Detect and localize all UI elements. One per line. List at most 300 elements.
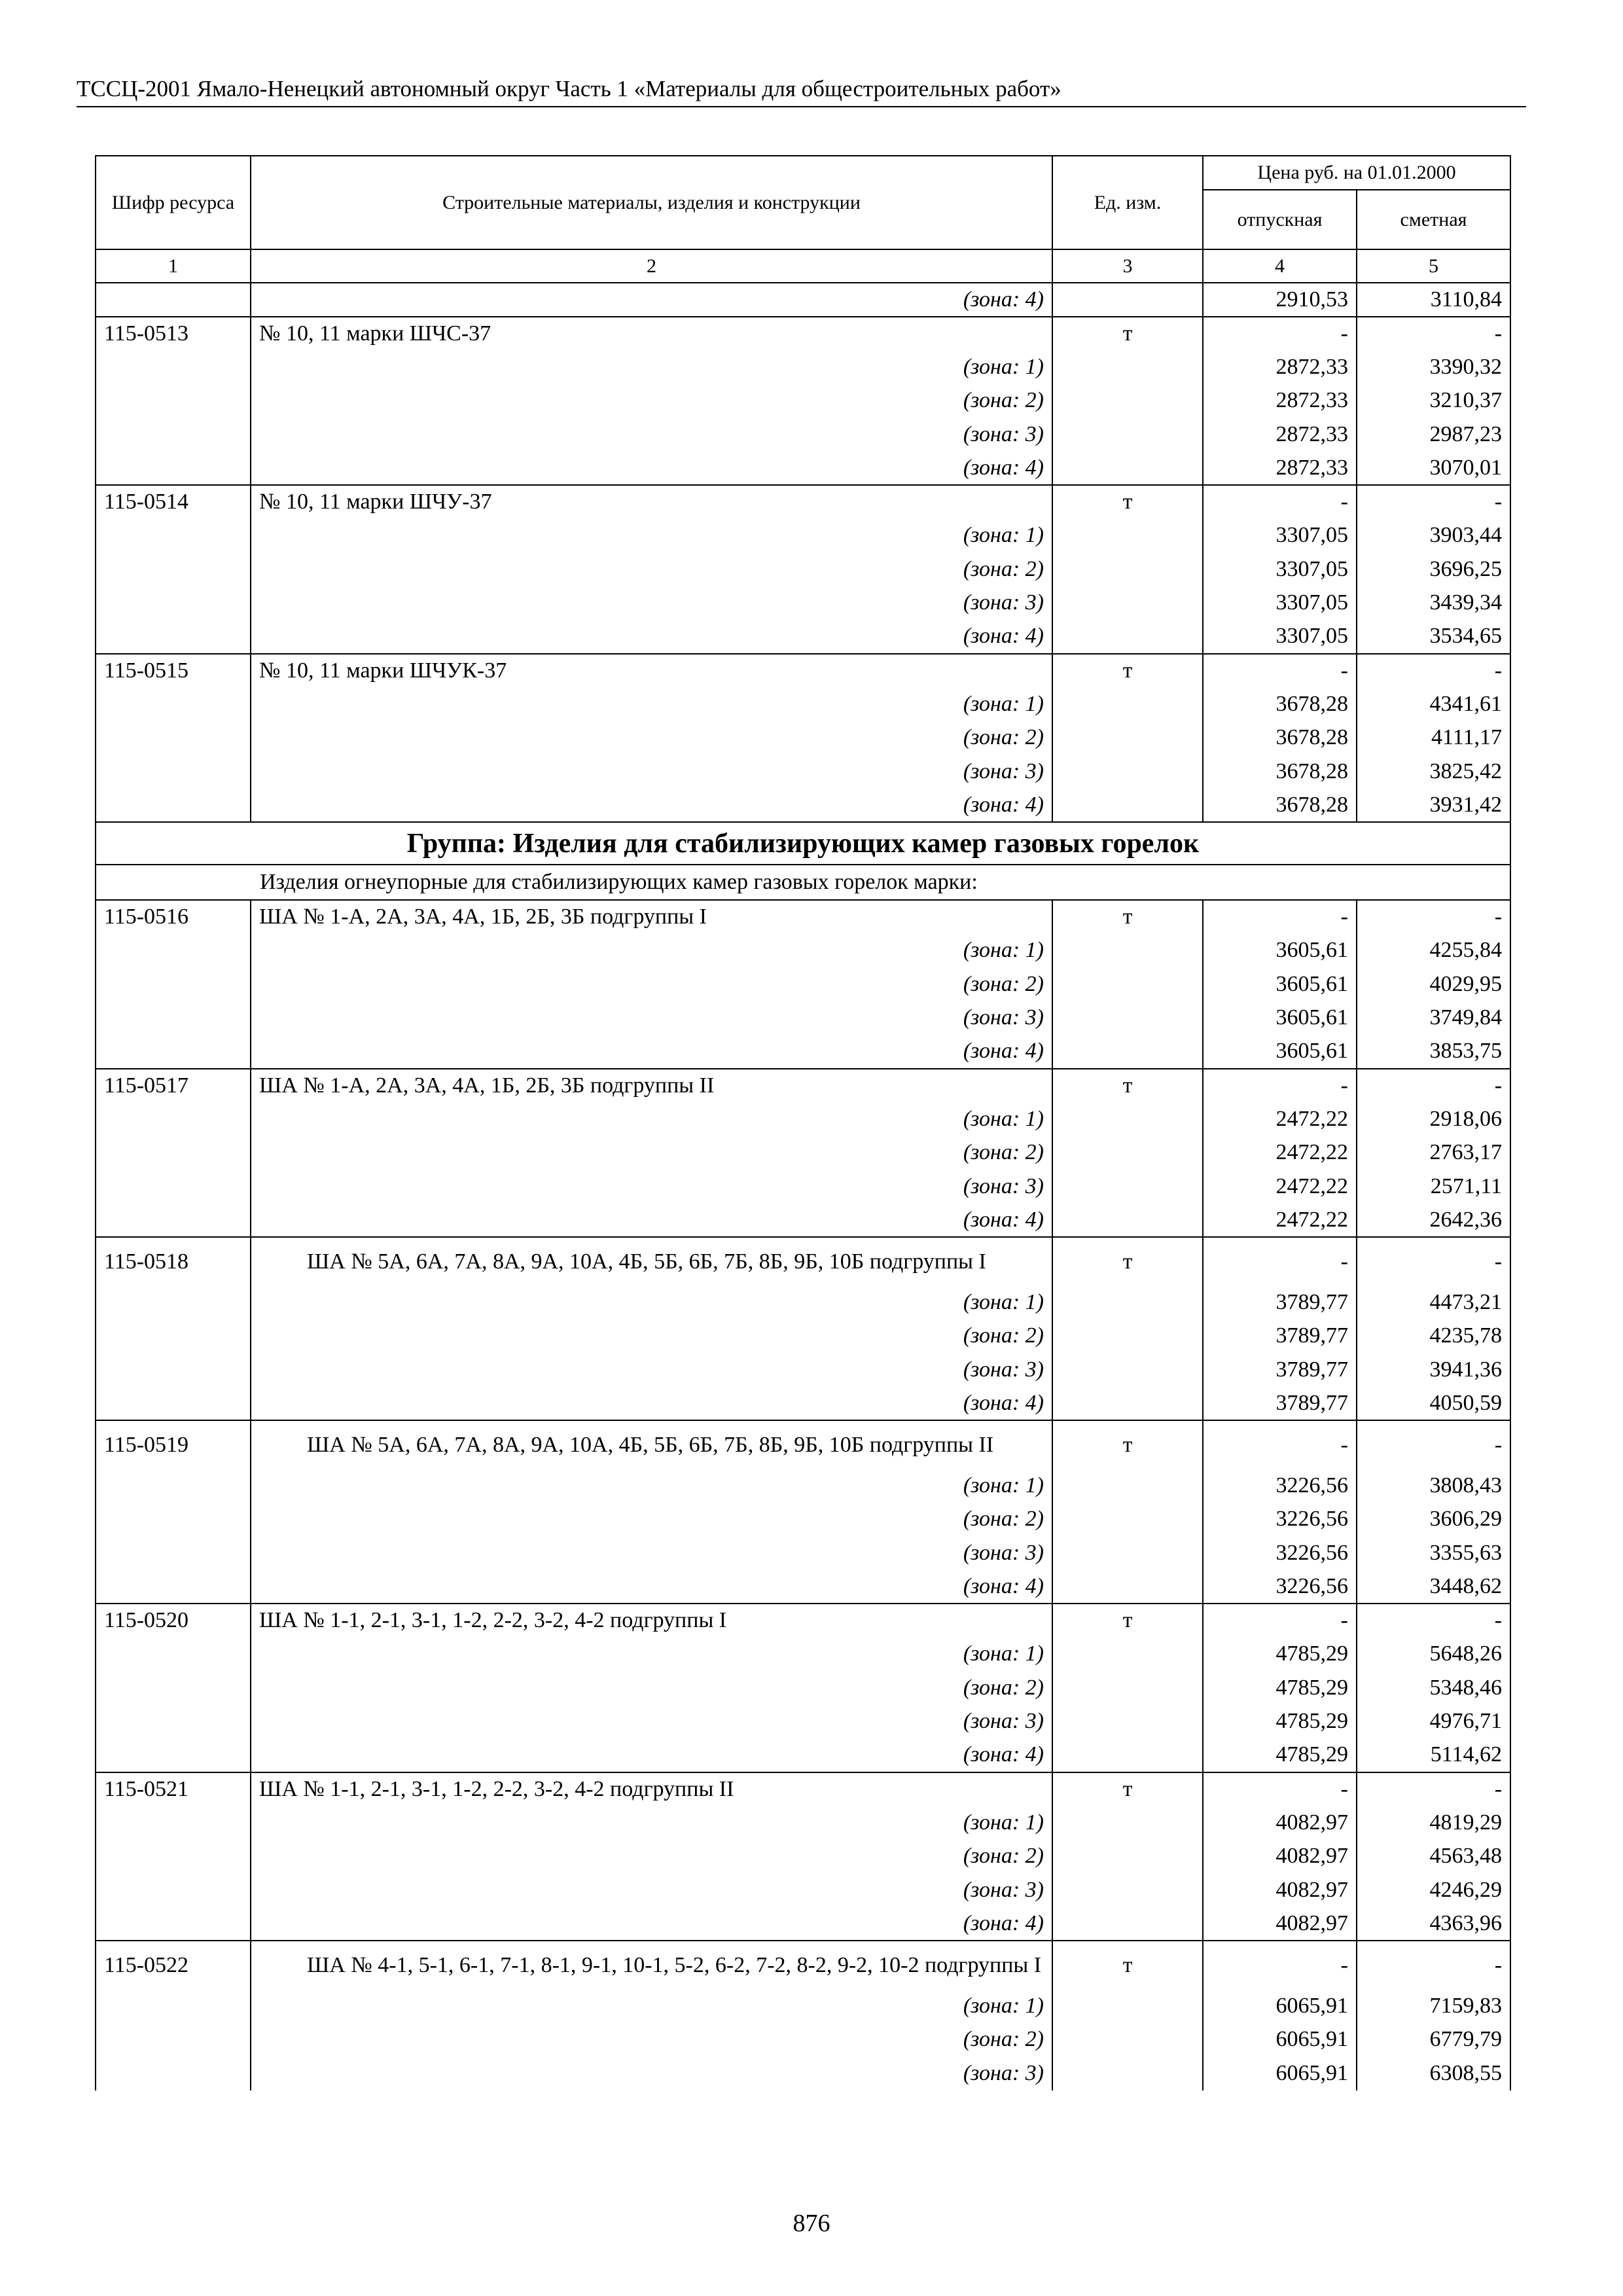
- resource-code: [96, 1907, 251, 1941]
- unit: [1052, 283, 1203, 317]
- zone-label: (зона: 4): [251, 1907, 1052, 1941]
- page-header: ТССЦ-2001 Ямало-Ненецкий автономный округ Часть 1 «Материалы для общестроительных работ»: [77, 73, 1526, 107]
- unit: [1052, 1204, 1203, 1238]
- zone-row: [96, 552, 1510, 586]
- zone-row: [96, 586, 1510, 620]
- estimate-price: 4029,95: [1357, 967, 1510, 1001]
- resource-code: [96, 1536, 251, 1570]
- release-price: -: [1203, 1069, 1357, 1103]
- zone-row: [96, 1806, 1510, 1840]
- col-number: 5: [1357, 249, 1510, 283]
- estimate-price: -: [1357, 1772, 1510, 1806]
- zone-label: (зона: 1): [251, 519, 1052, 553]
- zone-row: [96, 1705, 1510, 1739]
- unit: [1052, 1170, 1203, 1204]
- zone-label: (зона: 4): [251, 1570, 1052, 1604]
- zone-row: [96, 1536, 1510, 1570]
- zone-label: (зона: 1): [251, 1469, 1052, 1503]
- group-heading-row: [96, 822, 1510, 865]
- zone-label: (зона: 1): [251, 1989, 1052, 2023]
- resource-code: [96, 1319, 251, 1354]
- zone-label: (зона: 2): [251, 1671, 1052, 1705]
- unit: [1052, 620, 1203, 654]
- unit: [1052, 1136, 1203, 1170]
- release-price: 4082,97: [1203, 1840, 1357, 1874]
- subgroup-heading-row: [96, 865, 1510, 900]
- zone-row: [96, 967, 1510, 1001]
- release-price: 2472,22: [1203, 1102, 1357, 1136]
- zone-label: (зона: 3): [251, 1536, 1052, 1570]
- estimate-price: -: [1357, 1941, 1510, 1989]
- zone-row: [96, 1102, 1510, 1136]
- table-row: [96, 485, 1510, 519]
- estimate-price: 3210,37: [1357, 384, 1510, 418]
- estimate-price: 2763,17: [1357, 1136, 1510, 1170]
- release-price: 6065,91: [1203, 1989, 1357, 2023]
- zone-label: (зона: 3): [251, 1353, 1052, 1387]
- table-body-part-a: [96, 283, 1510, 822]
- unit: [1052, 2056, 1203, 2090]
- zone-label: (зона: 4): [251, 1738, 1052, 1772]
- release-price: 2872,33: [1203, 384, 1357, 418]
- release-price: -: [1203, 1604, 1357, 1638]
- resource-code: [96, 1204, 251, 1238]
- resource-code: [96, 934, 251, 968]
- release-price: 3678,28: [1203, 755, 1357, 789]
- estimate-price: -: [1357, 317, 1510, 351]
- col-number: 2: [251, 249, 1052, 283]
- release-price: 3678,28: [1203, 789, 1357, 823]
- resource-code: [96, 519, 251, 553]
- resource-code: [96, 1469, 251, 1503]
- resource-code: [96, 1671, 251, 1705]
- release-price: -: [1203, 1420, 1357, 1469]
- estimate-price: -: [1357, 485, 1510, 519]
- release-price: 3605,61: [1203, 934, 1357, 968]
- estimate-price: 7159,83: [1357, 1989, 1510, 2023]
- unit: [1052, 1738, 1203, 1772]
- zone-row: [96, 1738, 1510, 1772]
- zone-row: [96, 1873, 1510, 1907]
- estimate-price: 4819,29: [1357, 1806, 1510, 1840]
- unit: [1052, 1102, 1203, 1136]
- estimate-price: 3903,44: [1357, 519, 1510, 553]
- estimate-price: 5114,62: [1357, 1738, 1510, 1772]
- zone-row: [96, 418, 1510, 452]
- release-price: -: [1203, 485, 1357, 519]
- estimate-price: 3110,84: [1357, 283, 1510, 317]
- estimate-price: 3390,32: [1357, 350, 1510, 384]
- resource-code: [96, 789, 251, 823]
- zone-row: [96, 384, 1510, 418]
- resource-code: 115-0514: [96, 485, 251, 519]
- resource-code: [96, 620, 251, 654]
- release-price: 4785,29: [1203, 1738, 1357, 1772]
- table-row: [96, 654, 1510, 688]
- table-row: [96, 1069, 1510, 1103]
- resource-code: [96, 967, 251, 1001]
- zone-label: (зона: 1): [251, 1638, 1052, 1672]
- table-body-part-b: [96, 900, 1510, 2090]
- unit: т: [1052, 1069, 1203, 1103]
- resource-code: [96, 1705, 251, 1739]
- unit: [1052, 1469, 1203, 1503]
- estimate-price: 4341,61: [1357, 687, 1510, 721]
- unit: [1052, 934, 1203, 968]
- resource-code: [96, 418, 251, 452]
- estimate-price: 4563,48: [1357, 1840, 1510, 1874]
- release-price: 2472,22: [1203, 1204, 1357, 1238]
- estimate-price: 3853,75: [1357, 1035, 1510, 1069]
- release-price: 3226,56: [1203, 1503, 1357, 1537]
- release-price: 6065,91: [1203, 2023, 1357, 2057]
- table-row: [96, 1604, 1510, 1638]
- col-number: 4: [1203, 249, 1357, 283]
- zone-row: [96, 1285, 1510, 1319]
- zone-row: [96, 789, 1510, 823]
- release-price: 3789,77: [1203, 1353, 1357, 1387]
- release-price: -: [1203, 317, 1357, 351]
- table-row: [96, 283, 1510, 317]
- release-price: 3789,77: [1203, 1387, 1357, 1421]
- release-price: -: [1203, 654, 1357, 688]
- resource-code: [96, 755, 251, 789]
- table-row: [96, 1772, 1510, 1806]
- unit: [1052, 384, 1203, 418]
- zone-label: (зона: 4): [251, 1387, 1052, 1421]
- zone-label: (зона: 2): [251, 1840, 1052, 1874]
- zone-label: (зона: 2): [251, 384, 1052, 418]
- unit: [1052, 1001, 1203, 1035]
- unit: т: [1052, 1420, 1203, 1469]
- estimate-price: 3825,42: [1357, 755, 1510, 789]
- resource-code: [96, 1285, 251, 1319]
- resource-code: [96, 1353, 251, 1387]
- zone-label: (зона: 4): [251, 789, 1052, 823]
- unit: [1052, 519, 1203, 553]
- resource-code: [96, 1170, 251, 1204]
- resource-code: [96, 1638, 251, 1672]
- unit: т: [1052, 1604, 1203, 1638]
- estimate-price: 4255,84: [1357, 934, 1510, 968]
- release-price: 3307,05: [1203, 586, 1357, 620]
- unit: [1052, 2023, 1203, 2057]
- zone-row: [96, 1001, 1510, 1035]
- zone-row: [96, 1907, 1510, 1941]
- zone-label: (зона: 4): [251, 1204, 1052, 1238]
- zone-row: [96, 1671, 1510, 1705]
- zone-label: (зона: 4): [251, 452, 1052, 486]
- resource-code: [96, 350, 251, 384]
- zone-label: (зона: 3): [251, 2056, 1052, 2090]
- estimate-price: 6779,79: [1357, 2023, 1510, 2057]
- resource-code: 115-0516: [96, 900, 251, 934]
- zone-label: (зона: 3): [251, 755, 1052, 789]
- estimate-price: 5648,26: [1357, 1638, 1510, 1672]
- release-price: 3678,28: [1203, 687, 1357, 721]
- unit: т: [1052, 1237, 1203, 1285]
- estimate-price: -: [1357, 1069, 1510, 1103]
- release-price: 4082,97: [1203, 1907, 1357, 1941]
- table-row: [96, 317, 1510, 351]
- release-price: 4785,29: [1203, 1638, 1357, 1672]
- zone-label: (зона: 1): [251, 1285, 1052, 1319]
- unit: [1052, 755, 1203, 789]
- unit: [1052, 1989, 1203, 2023]
- unit: [1052, 1536, 1203, 1570]
- unit: [1052, 1638, 1203, 1672]
- zone-label: (зона: 3): [251, 1705, 1052, 1739]
- estimate-price: 2918,06: [1357, 1102, 1510, 1136]
- release-price: 2872,33: [1203, 418, 1357, 452]
- estimate-price: 2987,23: [1357, 418, 1510, 452]
- estimate-price: -: [1357, 1237, 1510, 1285]
- release-price: 2872,33: [1203, 452, 1357, 486]
- unit: [1052, 1671, 1203, 1705]
- resource-code: 115-0515: [96, 654, 251, 688]
- estimate-price: 5348,46: [1357, 1671, 1510, 1705]
- zone-label: (зона: 2): [251, 967, 1052, 1001]
- unit: т: [1052, 900, 1203, 934]
- unit: [1052, 350, 1203, 384]
- subgroup-title: Изделия огнеупорные для стабилизирующих камер газовых горелок марки:: [96, 865, 1510, 900]
- release-price: 3605,61: [1203, 967, 1357, 1001]
- unit: т: [1052, 1772, 1203, 1806]
- zone-label: (зона: 4): [251, 283, 1052, 317]
- zone-row: [96, 1170, 1510, 1204]
- unit: [1052, 418, 1203, 452]
- zone-label: (зона: 2): [251, 1136, 1052, 1170]
- estimate-price: 3448,62: [1357, 1570, 1510, 1604]
- release-price: -: [1203, 1772, 1357, 1806]
- zone-row: [96, 519, 1510, 553]
- zone-row: [96, 1469, 1510, 1503]
- material-name: ША № 5А, 6А, 7А, 8А, 9А, 10А, 4Б, 5Б, 6Б, 7Б, 8Б, 9Б, 10Б подгруппы II: [251, 1420, 1052, 1469]
- release-price: 2910,53: [1203, 283, 1357, 317]
- table-row: [96, 900, 1510, 934]
- col-number: 3: [1052, 249, 1203, 283]
- release-price: 3789,77: [1203, 1285, 1357, 1319]
- estimate-price: 3749,84: [1357, 1001, 1510, 1035]
- material-name: № 10, 11 марки ШЧС-37: [251, 317, 1052, 351]
- unit: т: [1052, 1941, 1203, 1989]
- zone-row: [96, 1989, 1510, 2023]
- page-number: 876: [793, 2210, 830, 2237]
- release-price: 3678,28: [1203, 721, 1357, 755]
- release-price: -: [1203, 900, 1357, 934]
- unit: [1052, 1503, 1203, 1537]
- zone-label: (зона: 2): [251, 552, 1052, 586]
- unit: [1052, 1570, 1203, 1604]
- material-name: ША № 1-А, 2А, 3А, 4А, 1Б, 2Б, 3Б подгруппы II: [251, 1069, 1052, 1103]
- estimate-price: 4473,21: [1357, 1285, 1510, 1319]
- material-name: ША № 1-А, 2А, 3А, 4А, 1Б, 2Б, 3Б подгруппы I: [251, 900, 1052, 934]
- zone-label: (зона: 4): [251, 1035, 1052, 1069]
- zone-label: (зона: 1): [251, 934, 1052, 968]
- release-price: 4785,29: [1203, 1705, 1357, 1739]
- unit: [1052, 452, 1203, 486]
- zone-row: [96, 2023, 1510, 2057]
- resource-code: [96, 1136, 251, 1170]
- resource-code: [96, 1738, 251, 1772]
- release-price: -: [1203, 1941, 1357, 1989]
- zone-row: [96, 1204, 1510, 1238]
- unit: [1052, 967, 1203, 1001]
- estimate-price: 4050,59: [1357, 1387, 1510, 1421]
- release-price: 3226,56: [1203, 1469, 1357, 1503]
- estimate-price: 2642,36: [1357, 1204, 1510, 1238]
- material-name: № 10, 11 марки ШЧУК-37: [251, 654, 1052, 688]
- zone-label: (зона: 3): [251, 586, 1052, 620]
- table-row: [96, 1237, 1510, 1285]
- group-section: [96, 822, 1510, 900]
- zone-label: (зона: 2): [251, 721, 1052, 755]
- zone-label: (зона: 2): [251, 1319, 1052, 1354]
- zone-label: (зона: 1): [251, 1806, 1052, 1840]
- release-price: 2472,22: [1203, 1136, 1357, 1170]
- resource-code: [96, 1989, 251, 2023]
- release-price: 6065,91: [1203, 2056, 1357, 2090]
- zone-row: [96, 755, 1510, 789]
- resource-code: [96, 1035, 251, 1069]
- unit: [1052, 1353, 1203, 1387]
- estimate-price: 4363,96: [1357, 1907, 1510, 1941]
- resource-code: [96, 1001, 251, 1035]
- material-name: № 10, 11 марки ШЧУ-37: [251, 485, 1052, 519]
- release-price: 3226,56: [1203, 1536, 1357, 1570]
- estimate-price: 3439,34: [1357, 586, 1510, 620]
- estimate-price: 3534,65: [1357, 620, 1510, 654]
- resource-code: [96, 2056, 251, 2090]
- resource-code: [96, 384, 251, 418]
- resource-code: [96, 2023, 251, 2057]
- estimate-price: 3070,01: [1357, 452, 1510, 486]
- unit: [1052, 1705, 1203, 1739]
- zone-row: [96, 1638, 1510, 1672]
- release-price: 3307,05: [1203, 552, 1357, 586]
- estimate-price: 3696,25: [1357, 552, 1510, 586]
- estimate-price: 2571,11: [1357, 1170, 1510, 1204]
- release-price: 3226,56: [1203, 1570, 1357, 1604]
- unit: т: [1052, 654, 1203, 688]
- estimate-price: 4235,78: [1357, 1319, 1510, 1354]
- resource-code: 115-0519: [96, 1420, 251, 1469]
- unit: [1052, 1035, 1203, 1069]
- resource-code: [96, 1387, 251, 1421]
- estimate-price: -: [1357, 1604, 1510, 1638]
- release-price: 2472,22: [1203, 1170, 1357, 1204]
- zone-row: [96, 1353, 1510, 1387]
- resource-code: 115-0522: [96, 1941, 251, 1989]
- zone-row: [96, 1319, 1510, 1354]
- zone-label: (зона: 3): [251, 1001, 1052, 1035]
- release-price: 3605,61: [1203, 1001, 1357, 1035]
- zone-row: [96, 721, 1510, 755]
- unit: [1052, 1907, 1203, 1941]
- resource-code: [96, 1840, 251, 1874]
- table-row: [96, 1941, 1510, 1989]
- resource-code: [96, 1873, 251, 1907]
- release-price: 3307,05: [1203, 620, 1357, 654]
- resource-code: 115-0521: [96, 1772, 251, 1806]
- unit: [1052, 586, 1203, 620]
- estimate-price: 6308,55: [1357, 2056, 1510, 2090]
- material-name: ША № 1-1, 2-1, 3-1, 1-2, 2-2, 3-2, 4-2 подгруппы I: [251, 1604, 1052, 1638]
- zone-row: [96, 620, 1510, 654]
- estimate-price: 4246,29: [1357, 1873, 1510, 1907]
- estimate-price: 4111,17: [1357, 721, 1510, 755]
- resource-code: [96, 1503, 251, 1537]
- unit: [1052, 1387, 1203, 1421]
- zone-row: [96, 1035, 1510, 1069]
- col-header-name: Строительные материалы, изделия и конструкции: [251, 156, 1052, 249]
- estimate-price: -: [1357, 900, 1510, 934]
- estimate-price: 3931,42: [1357, 789, 1510, 823]
- release-price: 3605,61: [1203, 1035, 1357, 1069]
- release-price: 4082,97: [1203, 1873, 1357, 1907]
- unit: [1052, 552, 1203, 586]
- zone-row: [96, 934, 1510, 968]
- release-price: -: [1203, 1237, 1357, 1285]
- resource-code: [96, 1570, 251, 1604]
- col-header-code: Шифр ресурса: [96, 156, 251, 249]
- resource-code: [96, 1806, 251, 1840]
- resource-code: [96, 283, 251, 317]
- col-number: 1: [96, 249, 251, 283]
- material-name: ША № 5А, 6А, 7А, 8А, 9А, 10А, 4Б, 5Б, 6Б, 7Б, 8Б, 9Б, 10Б подгруппы I: [251, 1237, 1052, 1285]
- zone-label: (зона: 1): [251, 1102, 1052, 1136]
- zone-row: [96, 1136, 1510, 1170]
- unit: [1052, 721, 1203, 755]
- zone-row: [96, 350, 1510, 384]
- unit: [1052, 1319, 1203, 1354]
- estimate-price: 3606,29: [1357, 1503, 1510, 1537]
- zone-row: [96, 687, 1510, 721]
- zone-label: (зона: 3): [251, 1170, 1052, 1204]
- zone-label: (зона: 2): [251, 2023, 1052, 2057]
- estimate-price: 3355,63: [1357, 1536, 1510, 1570]
- release-price: 4785,29: [1203, 1671, 1357, 1705]
- zone-row: [96, 1503, 1510, 1537]
- release-price: 3307,05: [1203, 519, 1357, 553]
- unit: [1052, 1840, 1203, 1874]
- estimate-price: 4976,71: [1357, 1705, 1510, 1739]
- resource-code: 115-0517: [96, 1069, 251, 1103]
- release-price: 2872,33: [1203, 350, 1357, 384]
- release-price: 4082,97: [1203, 1806, 1357, 1840]
- unit: [1052, 1285, 1203, 1319]
- zone-label: (зона: 2): [251, 1503, 1052, 1537]
- col-header-unit: Ед. изм.: [1052, 156, 1203, 249]
- zone-row: [96, 1840, 1510, 1874]
- unit: [1052, 789, 1203, 823]
- price-table: [95, 155, 1511, 2090]
- resource-code: [96, 687, 251, 721]
- col-header-estimate-price: сметная: [1357, 190, 1510, 249]
- zone-row: [96, 2056, 1510, 2090]
- resource-code: 115-0513: [96, 317, 251, 351]
- resource-code: [96, 586, 251, 620]
- zone-label: (зона: 1): [251, 687, 1052, 721]
- zone-row: [96, 1387, 1510, 1421]
- estimate-price: -: [1357, 654, 1510, 688]
- resource-code: [96, 452, 251, 486]
- zone-row: [96, 452, 1510, 486]
- resource-code: 115-0518: [96, 1237, 251, 1285]
- zone-label: (зона: 1): [251, 350, 1052, 384]
- resource-code: [96, 721, 251, 755]
- unit: т: [1052, 317, 1203, 351]
